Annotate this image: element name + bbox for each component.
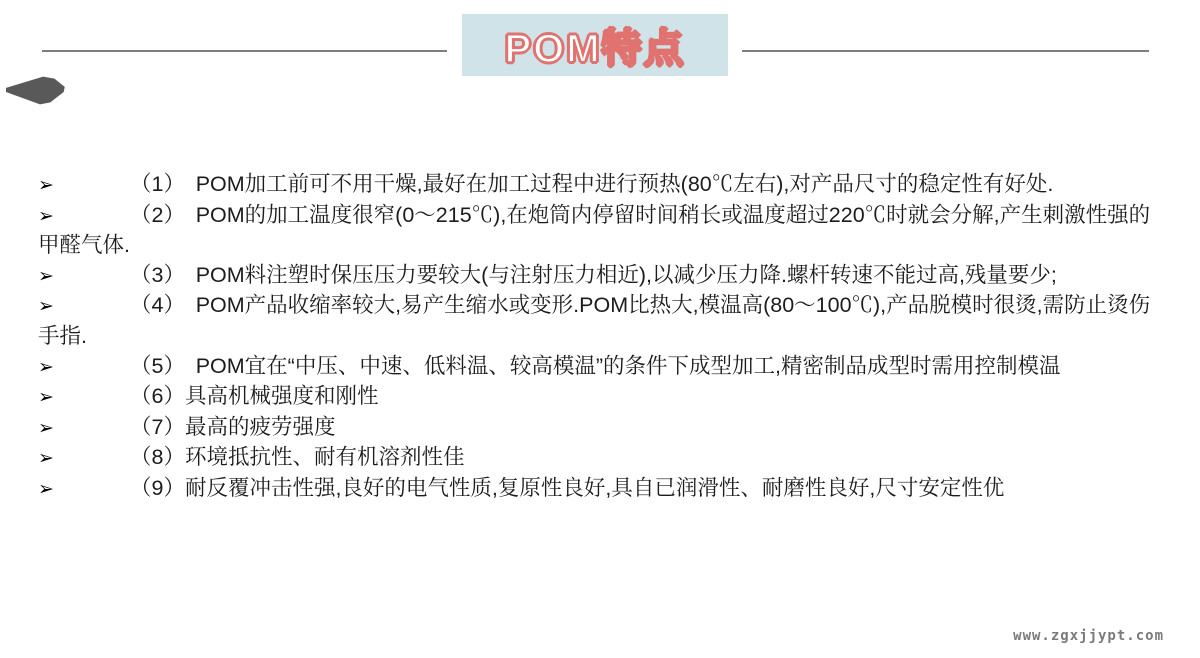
arrow-bullet-icon: ➢ [38,205,54,227]
feature-list [38,170,1166,505]
list-item-text: （2） POM的加工温度很窄(0～215℃),在炮筒内停留时间稍长或温度超过220℃时就会分解,产生刺激性强的甲醛气体. [38,202,1151,258]
title-divider-left [42,50,447,52]
site-watermark: www.zgxjjypt.com [1013,628,1164,644]
list-item-text: （1） POM加工前可不用干燥,最好在加工过程中进行预热(80℃左右),对产品尺寸的稳定性有好处. [130,172,1054,196]
arrow-bullet-icon: ➢ [38,387,54,409]
page-title: POM特点 [504,26,686,71]
list-item [38,170,1166,201]
arrow-bullet-icon: ➢ [38,417,54,439]
list-item-text: （8）环境抵抗性、耐有机溶剂性佳 [130,445,465,470]
arrow-bullet-icon: ➢ [38,478,54,500]
arrow-bullet-icon: ➢ [38,175,54,196]
left-arrow-icon [6,74,74,108]
title-divider-right [742,50,1149,52]
list-item [38,382,1166,413]
list-item [38,413,1166,444]
list-item [38,201,1166,261]
list-item [38,261,1166,292]
arrow-bullet-icon: ➢ [38,296,54,318]
list-item-text: （7）最高的疲劳强度 [130,414,336,439]
list-item-text: （9）耐反覆冲击性强,良好的电气性质,复原性良好,具自已润滑性、耐磨性良好,尺寸安定性优 [130,475,1005,500]
list-item [38,291,1166,351]
list-item-text: （3） POM料注塑时保压压力要较大(与注射压力相近),以减少压力降.螺杆转速不能过高,残量要少; [130,262,1057,287]
arrow-bullet-icon: ➢ [38,356,54,378]
list-item [38,352,1166,383]
list-item-text: （4） POM产品收缩率较大,易产生缩水或变形.POM比热大,模温高(80～100℃),产品脱模时很烫,需防止烫伤手指. [38,293,1151,348]
list-item [38,443,1166,474]
title-box [462,14,728,76]
list-item-text: （6）具高机械强度和刚性 [130,384,379,409]
list-item-text: （5） POM宜在“中压、中速、低料温、较高模温”的条件下成型加工,精密制品成型时需用控制模温 [130,353,1061,378]
list-item [38,474,1166,505]
arrow-bullet-icon: ➢ [38,448,54,470]
arrow-bullet-icon: ➢ [38,265,54,287]
